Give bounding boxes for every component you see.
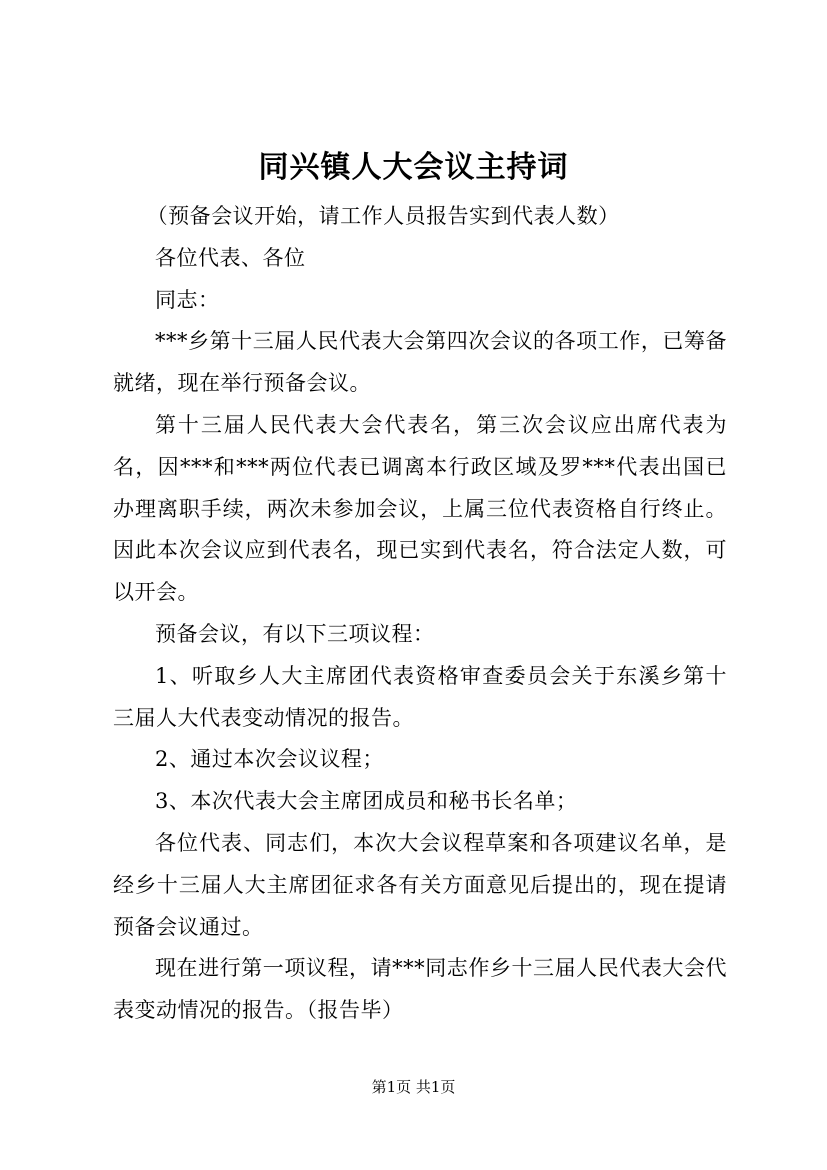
paragraph-first-agenda: 现在进行第一项议程，请***同志作乡十三届人民代表大会代表变动情况的报告。（报告毕）: [113, 956, 727, 1023]
paragraph-attendance: 第十三届人民代表大会代表名，第三次会议应出席代表为名，因***和***两位代表已调离本行政区域及罗***代表出国已办理离职手续，两次未参加会议，上属三位代表资格自行终止。因此本次会议应到代表名，现已实到代表名，符合法定人数，可以开会。: [113, 412, 727, 605]
page-footer: 第1页 共1页: [371, 1078, 456, 1096]
paragraph-salutation-2: 同志：: [155, 287, 220, 312]
paragraph-agenda-item-3: 3、本次代表大会主席团成员和秘书长名单；: [155, 789, 578, 814]
paragraph-agenda-item-1: 1、听取乡人大主席团代表资格审查委员会关于东溪乡第十三届人大代表变动情况的报告。: [113, 663, 727, 730]
paragraph-agenda-intro: 预备会议，有以下三项议程：: [155, 621, 435, 646]
paragraph-agenda-item-2: 2、通过本次会议议程；: [155, 747, 384, 772]
paragraph-salutation-1: 各位代表、各位: [155, 245, 306, 270]
paragraph-approval-request: 各位代表、同志们，本次大会议程草案和各项建议名单，是经乡十三届人大主席团征求各有关方面意见后提出的，现在提请预备会议通过。: [113, 830, 727, 939]
paragraph-preparation: ***乡第十三届人民代表大会第四次会议的各项工作，已筹备就绪，现在举行预备会议。: [113, 329, 727, 396]
document-body: [113, 196, 727, 1032]
document-title: 同兴镇人大会议主持词: [258, 150, 569, 185]
paragraph-opening-note: （预备会议开始，请工作人员报告实到代表人数）: [146, 204, 620, 228]
